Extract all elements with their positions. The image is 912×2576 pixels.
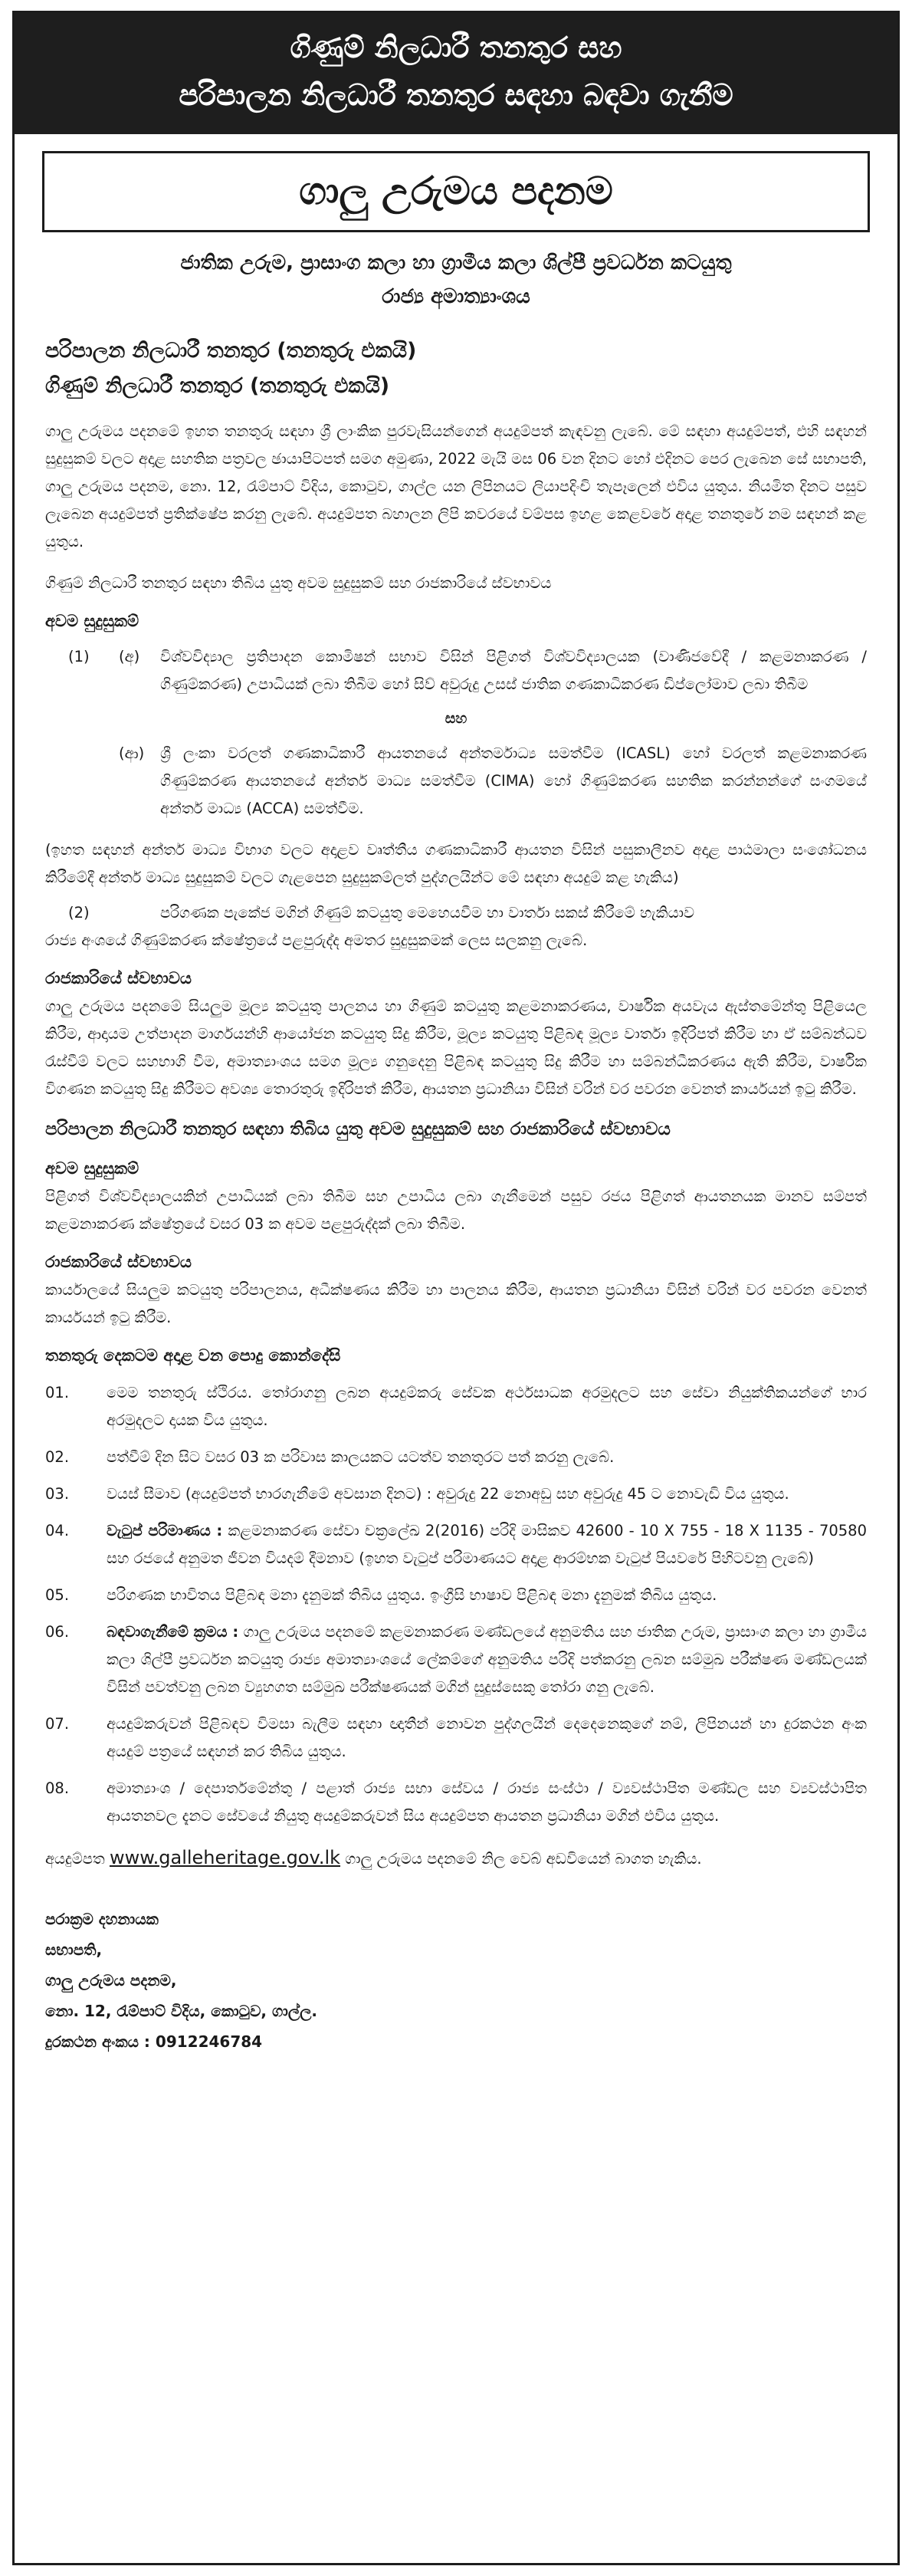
condition-number: 08. (45, 1779, 70, 1797)
condition-item (45, 1775, 867, 1830)
admin-min-qual-title: අවම සුදුසුකම් (45, 1159, 139, 1178)
condition-body: ගාලු උරුමය පදනමේ කළමනාකරණ මණ්ඩලයේ අනුමතිය සහ ජාතික උරුම, ප්‍රාසාංග කලා හා ග්‍රාමීය කලා ශිල්පී ප්‍රවර්ධන කටයුතු රාජ්‍ය අමාත්‍යාංශයේ ලේකම්ගේ අනුමතිය පරිදි පත්කරනු ලබන සම්මුඛ පරීක්ෂණ මණ්ඩලයක් විසින් පවත්වනු ලබන ව්‍යුහගත සම්මුඛ පරීක්ෂණයක් මගින් සුදුස්සෙකු තෝරා ගනු ලැබේ. (107, 1623, 868, 1696)
signatory-phone (45, 2026, 867, 2057)
organization-name: ගාලු උරුමය පදනම (299, 169, 613, 213)
condition-number: 04. (45, 1522, 70, 1539)
admin-min-qual-text: පිළිගත් විශ්වවිද්‍යාලයකින් උපාධියක් ලබා තිබීම සහ උපාධිය ලබා ගැනීමෙන් පසුව රජය පිළිගත් ආයතනයක මානව සම්පත් කළමනාකරණ ක්ෂේත්‍රයේ වසර 03 ක අවම පළපුරුද්දක් ලබා තිබීම. (45, 1188, 867, 1233)
recruitment-banner (15, 13, 897, 134)
admin-duty-text: කාර්යාලයේ සියලුම කටයුතු පරිපාලනය, අධීක්ෂණය කිරීම හා පාලනය කිරීම, ආයතන ප්‍රධානියා විසින් වරින් වර පවරන වෙනත් කාර්යයන් ඉටු කිරීම. (45, 1281, 867, 1326)
admin-section-title: පරිපාලන නිලධාරී තනතුර සඳහා තිබිය යුතු අවම සුදුසුකම් සහ රාජකාරියේ ස්වභාවය (45, 1119, 671, 1139)
condition-text: අමාත්‍යාංශ / දෙපාර්තමේන්තු / පළාත් රාජ්‍ය සභා සේවය / රාජ්‍ය සංස්ථා / ව්‍යවස්ථාපිත මණ්ඩල සහ ව්‍යවස්ථාපිත ආයතනවල දැනට සේවයේ නියුතු අයදුම්කරුවන් සිය අයදුම්පත ආයතන ප්‍රධානියා මගින් එවිය යුතුය. (107, 1779, 867, 1825)
qualification-1b-text: ශ්‍රී ලංකා වරලත් ගණකාධිකාරී ආයතනයේ අන්තර්මාධ්‍ය සමත්වීම (ICASL) හෝ වරලත් කළමනාකරණ ගිණුම්කරණ ආයතනයේ අන්තර් මාධ්‍ය සමත්වීම (CIMA) හෝ ගිණුම්කරණ සහතික කරන්නන්ගේ සංගමයේ අන්තර් මාධ්‍ය (ACCA) සමත්වීම. (160, 744, 867, 817)
condition-text: වයස් සීමාව (අයදුම්පත් භාරගැනීමේ අවසාන දිනට) : අවුරුදු 22 නොඅඩු සහ අවුරුදු 45 ට නොවැඩි විය යුතුය. (107, 1485, 789, 1503)
qualification-1-number: (1) (68, 648, 90, 665)
signatory-title: සභාපති, (45, 1940, 103, 1959)
condition-number: 05. (45, 1586, 70, 1604)
post-accounts-officer: ගිණුම් නිලධාරී තනතුර (තනතුරු එකයි) (45, 374, 390, 398)
admin-duty-title: රාජකාරියේ ස්වභාවය (45, 1253, 192, 1271)
banner-line-2: පරිපාලන නිලධාරී තනතුර සඳහා බඳවා ගැනීම (179, 78, 733, 112)
qualification-2-text: පරිගණක පැකේජ මගින් ගිණුම් කටයුතු මෙහෙයවීම හා වාර්තා සකස් කිරීමේ හැකියාව (160, 904, 695, 922)
posts-list (45, 334, 867, 404)
condition-number: 06. (45, 1623, 70, 1641)
signatory-name: පරාක්‍රම දහනායක (45, 1910, 159, 1928)
condition-item (45, 1517, 867, 1572)
accountant-duty-text: ගාලු උරුමය පදනමේ සියලුම මූල්‍ය කටයුතු පාලනය හා ගිණුම් කටයුතු කළමනාකරණය, වාර්ෂික අයවැය ඇස්තමේන්තු පිළියෙල කිරීම, ආදායම උත්පාදන මාර්ගයන්හි ආයෝජන කටයුතු සිදු කිරීම, මූල්‍ය කටයුතු පිළිබඳ මූල්‍ය වාර්තා ඉදිරිපත් කිරීම හා ඒ සම්බන්ධව රැස්වීම් වලට සහභාගි වීම, අමාත්‍යාංශය සමග මූල්‍ය ගනුදෙනු පිළිබඳ කටයුතු සිදු කිරීම හා සම්බන්ධීකරණය ඇති කිරීම, වාර්ෂික විගණන කටයුතු සිදු කිරීමට අවශ්‍ය තොරතුරු ඉදිරිපත් කිරීම, ආයතන ප්‍රධානියා විසින් වරින් වර පවරන වෙනත් කාර්යයන් ඉටු කිරීම. (45, 997, 867, 1098)
condition-body: කළමනාකරණ සේවා චක්‍රලේඛ 2(2016) පරිදි මාසිකව 42600 - 10 X 755 - 18 X 1135 - 70580 සහ රජයේ අනුමත ජීවන වියදම් දීමනාව (ඉහත වැටුප් පරිමාණයට අදාළ ආරම්භක වැටුප් පියවරේ පිහිටවනු ලැබේ) (107, 1522, 867, 1567)
condition-text: පරිගණක භාවිතය පිළිබඳ මනා දැනුමක් තිබිය යුතුය. ඉංග්‍රීසි භාෂාව පිළිබඳ මනා දැනුමක් තිබිය යුතුය. (107, 1586, 717, 1604)
condition-lead: බඳවාගැනීමේ ක්‍රමය : (107, 1623, 239, 1641)
qualification-extra: රාජ්‍ය අංශයේ ගිණුම්කරණ ක්ෂේත්‍රයේ පළපුරුද්ද අමතර සුදුසුකමක් ලෙස සලකනු ලැබේ. (45, 932, 588, 949)
condition-item (45, 1379, 867, 1434)
condition-lead: වැටුප් පරිමාණය : (107, 1522, 223, 1539)
condition-number: 02. (45, 1448, 70, 1466)
condition-text: පත්වීම් දින සිට වසර 03 ක පරිවාස කාලයකට යටත්ව තනතුරට පත් කරනු ලැබේ. (107, 1448, 615, 1466)
qualification-note: (ඉහත සඳහන් අන්තර් මාධ්‍ය විභාග වලට අදාළව වෘත්තීය ගණකාධිකාරී ආයතන විසින් පසුකාලීනව අදාළ පාඨමාලා සංශෝධනය කිරීමේදී අන්තර් මාධ්‍ය සුදුසුකම් වලට ගැළපෙන සුදුසුකම්ලත් පුද්ගලයින්ට මේ සඳහා අයදුම් කළ හැකිය) (45, 841, 867, 886)
phone-label: දුරකථන අංකය : (45, 2032, 150, 2051)
advertisement-frame (12, 11, 900, 2565)
ministry-line-1: ජාතික උරුම, ප්‍රාසාංග කලා හා ග්‍රාමීය කලා ශිල්පී ප්‍රවර්ධන කටයුතු (180, 251, 732, 274)
condition-item (45, 1710, 867, 1766)
signature-block (45, 1904, 867, 2057)
qualification-1b-number: (ආ) (119, 744, 145, 762)
qualification-2 (45, 899, 867, 927)
signatory-address: නො. 12, රැම්පාට් විදිය, කොටුව, ගාල්ල. (45, 2002, 317, 2020)
website-after: ගාලු උරුමය පදනමේ නිල වෙබ් අඩවියෙන් බාගත හැකිය. (345, 1850, 702, 1868)
signatory-org: ගාලු උරුමය පදනම, (45, 1971, 177, 1990)
condition-item (45, 1480, 867, 1508)
condition-number: 07. (45, 1715, 70, 1733)
post-admin-officer: පරිපාලන නිලධාරී තනතුර (තනතුරු එකයි) (45, 339, 417, 363)
condition-text (107, 1618, 867, 1701)
advertisement-body (15, 334, 897, 2057)
qualification-1a-number: (අ) (119, 648, 140, 665)
qualification-1a-text: විශ්වවිද්‍යාල ප්‍රතිපාදන කොමිෂන් සභාව විසින් පිළිගත් විශ්වවිද්‍යාලයක (වාණිජවේදී / කළමනාකරණ / ගිණුම්කරණ) උපාධියක් ලබා තිබීම හෝ සිව් අවුරුදු උසස් ජාතික ගණකාධිකරණ ඩිප්ලෝමාව ලබා තිබීම (160, 648, 867, 693)
organization-box (42, 151, 870, 232)
qualification-1a (45, 643, 867, 698)
intro-paragraph: ගාලු උරුමය පදනමේ ඉහත තනතුරු සඳහා ශ්‍රී ලාංකික පුරවැසියන්ගෙන් අයදුම්පත් කැඳවනු ලැබේ. මේ සඳහා අයදුම්පත්, එහි සඳහන් සුදුසුකම් වලට අදාළ සහතික පත්‍රවල ඡායාපිටපත් සමග අමුණා, 2022 මැයි මස 06 වන දිනට හෝ එදිනට පෙර ලැබෙන සේ සභාපති, ගාලු උරුමය පදනම, නො. 12, රැම්පාට් විදිය, කොටුව, ගාල්ල යන ලිපිනයට ලියාපදිංචි තැපෑලෙන් එවිය යුතුය. නියමිත දිනට පසුව ලැබෙන අයදුම්පත් ප්‍රතික්ෂේප කරනු ලැබේ. අයදුම්පත බහාලන ලිපි කවරයේ වම්පස ඉහළ කෙළවරේ අදාළ තනතුරේ නම සඳහන් කළ යුතුය. (45, 422, 867, 550)
ministry-line-2: රාජ්‍ය අමාත්‍යාංශය (382, 285, 530, 308)
condition-item (45, 1582, 867, 1609)
website-line (45, 1844, 867, 1873)
accountant-duty-title: රාජකාරියේ ස්වභාවය (45, 969, 192, 987)
and-word: සහ (445, 710, 467, 727)
condition-item (45, 1618, 867, 1701)
banner-line-1: ගිණුම් නිලධාරී තනතුර සහ (290, 31, 622, 64)
condition-text: අයදුම්කරුවන් පිළිබඳව විමසා බැලීම සඳහා ඥාතීන් නොවන පුද්ගලයින් දෙදෙනෙකුගේ නම්, ලිපිනයන් හා දුරකථන අංක අයදුම් පත්‍රයේ සඳහන් කර තිබිය යුතුය. (107, 1715, 867, 1760)
conditions-title: තනතුරු දෙකටම අදාළ වන පොදු කොන්දේසි (45, 1346, 341, 1365)
qualification-2-number: (2) (68, 904, 90, 922)
condition-number: 01. (45, 1384, 70, 1401)
condition-item (45, 1444, 867, 1471)
accountant-intro: ගිණුම් නිලධාරී තනතුර සඳහා තිබිය යුතු අවම සුදුසුකම් සහ රාජකාරියේ ස්වභාවය (45, 574, 552, 592)
website-link[interactable]: www.galleheritage.gov.lk (109, 1847, 341, 1868)
condition-text: මෙම තනතුරු ස්ථිරය. තෝරාගනු ලබන අයදුම්කරු සේවක අර්ථසාධක අරමුදලට සහ සේවා නියුක්තිකයන්ගේ භාර අරමුදලට දායක විය යුතුය. (107, 1384, 867, 1429)
accountant-min-qual-title: අවම සුදුසුකම් (45, 612, 139, 630)
ministry-name (15, 246, 897, 314)
condition-text (107, 1517, 867, 1572)
condition-number: 03. (45, 1485, 70, 1503)
qualification-1b (45, 740, 867, 823)
website-before: අයදුම්පත (45, 1850, 105, 1868)
phone-number: 0912246784 (155, 2032, 263, 2051)
